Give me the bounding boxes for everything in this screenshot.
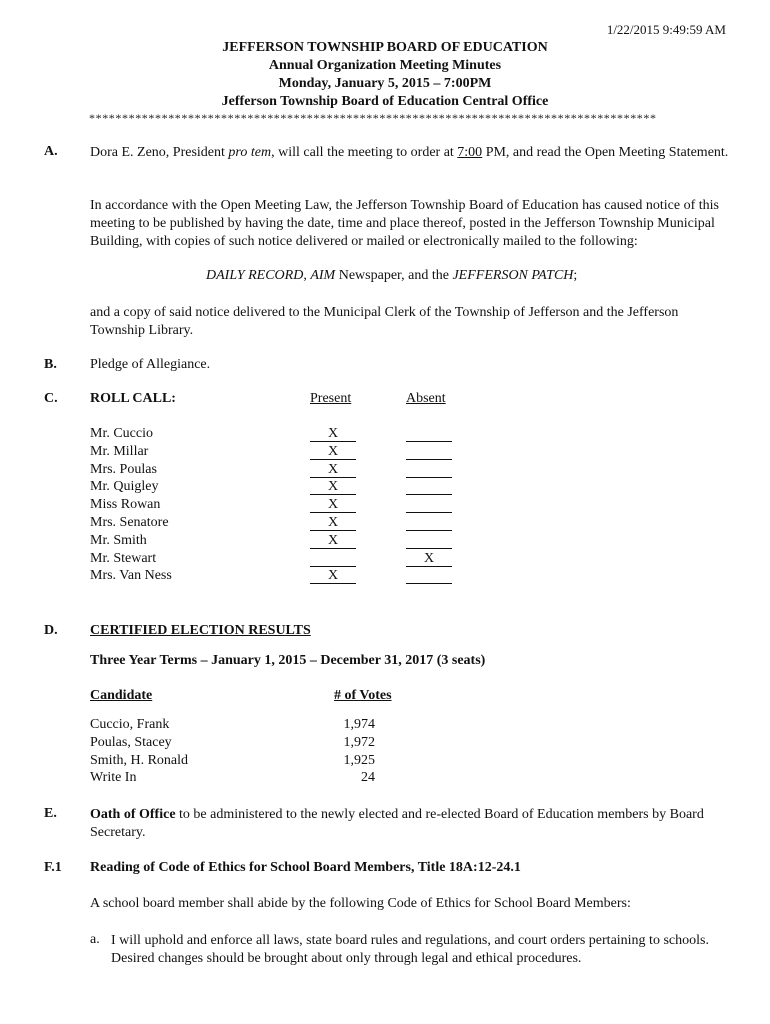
text-run: , will call the meeting to order at	[271, 145, 458, 160]
absent-mark	[406, 479, 452, 495]
text-run-italic: pro tem	[228, 145, 272, 160]
code-of-ethics-title: Reading of Code of Ethics for School Board Members, Title 18A:12-24.1	[90, 860, 521, 875]
separator-line: **************************************************************************************	[89, 111, 657, 125]
text-run: ,	[303, 268, 311, 283]
candidate-votes: 1,972	[343, 734, 375, 750]
header-meeting-type: Annual Organization Meeting Minutes	[268, 58, 502, 73]
oath-of-office-heading: Oath of Office	[90, 807, 176, 822]
present-mark: X	[310, 515, 356, 531]
member-name: Mr. Smith	[90, 532, 147, 548]
absent-mark	[406, 515, 452, 531]
code-of-ethics-intro: A school board member shall abide by the following Code of Ethics for School Board Members:	[90, 896, 631, 911]
section-f1-label: F.1	[44, 860, 62, 875]
section-d-label: D.	[44, 623, 58, 638]
present-mark	[310, 551, 356, 567]
section-a-call-to-order	[90, 144, 730, 162]
absent-mark	[406, 426, 452, 442]
present-mark: X	[310, 479, 356, 495]
absent-mark: X	[406, 551, 452, 567]
member-name: Mrs. Poulas	[90, 461, 157, 477]
text-run: Dora E. Zeno, President	[90, 145, 229, 160]
absent-mark	[406, 462, 452, 478]
section-b-label: B.	[44, 357, 57, 372]
candidate-name: Smith, H. Ronald	[90, 752, 189, 768]
ethics-item-a-label: a.	[90, 932, 100, 947]
header-date: Monday, January 5, 2015 – 7:00PM	[278, 76, 492, 91]
meeting-time: 7:00	[457, 145, 483, 160]
section-a-label: A.	[44, 144, 58, 159]
candidate-name: Write In	[90, 770, 137, 786]
candidate-column-header: Candidate	[90, 688, 153, 703]
candidate-name: Cuccio, Frank	[90, 717, 170, 732]
publication-aim: AIM	[310, 268, 336, 283]
present-mark: X	[310, 462, 356, 478]
member-name: Mr. Cuccio	[90, 426, 153, 441]
text-run: PM, and read the Open Meeting Statement.	[482, 145, 729, 160]
header-org: JEFFERSON TOWNSHIP BOARD OF EDUCATION	[222, 40, 548, 55]
section-e-label: E.	[44, 806, 57, 821]
publication-jefferson-patch: JEFFERSON PATCH	[452, 268, 574, 283]
roll-call-absent-header: Absent	[406, 391, 446, 406]
text-run: Newspaper, and the	[335, 268, 453, 283]
print-timestamp: 1/22/2015 9:49:59 AM	[606, 22, 726, 37]
member-name: Mrs. Van Ness	[90, 568, 172, 584]
candidate-name: Poulas, Stacey	[90, 734, 172, 750]
member-name: Mr. Millar	[90, 443, 149, 459]
section-a-clerk-paragraph: and a copy of said notice delivered to the Municipal Clerk of the Township of Jefferson and the Jefferson Township Library.	[90, 305, 679, 338]
candidate-votes: 1,974	[343, 717, 375, 732]
member-name: Mr. Stewart	[90, 550, 157, 566]
document-header	[0, 39, 770, 111]
election-term-subtitle: Three Year Terms – January 1, 2015 – December 31, 2017 (3 seats)	[90, 653, 486, 668]
section-a-notice-paragraph: In accordance with the Open Meeting Law, the Jefferson Township Board of Education has caused notice of this meeting to be published by having the date, time and place thereof, posted in the Jefferson Township Municipal Building, with copies of such notice delivered or mailed or electronically mailed to the following:	[90, 198, 719, 249]
present-mark: X	[310, 533, 356, 549]
member-name: Mr. Quigley	[90, 479, 159, 495]
section-a-publications	[206, 268, 577, 284]
text-run: to be administered to the newly elected and re-elected Board of Education members by Board Secretary.	[90, 807, 704, 840]
absent-mark	[406, 444, 452, 460]
header-location: Jefferson Township Board of Education Central Office	[221, 94, 549, 109]
votes-column-header: # of Votes	[334, 688, 392, 703]
member-name: Mrs. Senatore	[90, 515, 169, 530]
ethics-item-a-text: I will uphold and enforce all laws, state board rules and regulations, and court orders pertaining to schools. Desired changes should be brought about only through legal and ethical procedures.	[111, 933, 709, 966]
absent-mark	[406, 568, 452, 584]
absent-mark	[406, 497, 452, 513]
present-mark: X	[310, 426, 356, 442]
section-e-oath	[90, 806, 730, 842]
candidate-votes: 24	[361, 770, 375, 786]
present-mark: X	[310, 444, 356, 460]
section-b-pledge: Pledge of Allegiance.	[90, 357, 211, 372]
section-c-label: C.	[44, 391, 58, 406]
member-name: Miss Rowan	[90, 497, 161, 513]
present-mark: X	[310, 497, 356, 513]
absent-mark	[406, 533, 452, 549]
election-results-title: CERTIFIED ELECTION RESULTS	[90, 623, 311, 638]
publication-daily-record: DAILY RECORD	[206, 268, 304, 283]
roll-call-present-header: Present	[310, 391, 352, 406]
roll-call-title: ROLL CALL:	[90, 391, 176, 406]
text-run: ;	[573, 268, 578, 283]
present-mark: X	[310, 568, 356, 584]
candidate-votes: 1,925	[343, 752, 375, 768]
